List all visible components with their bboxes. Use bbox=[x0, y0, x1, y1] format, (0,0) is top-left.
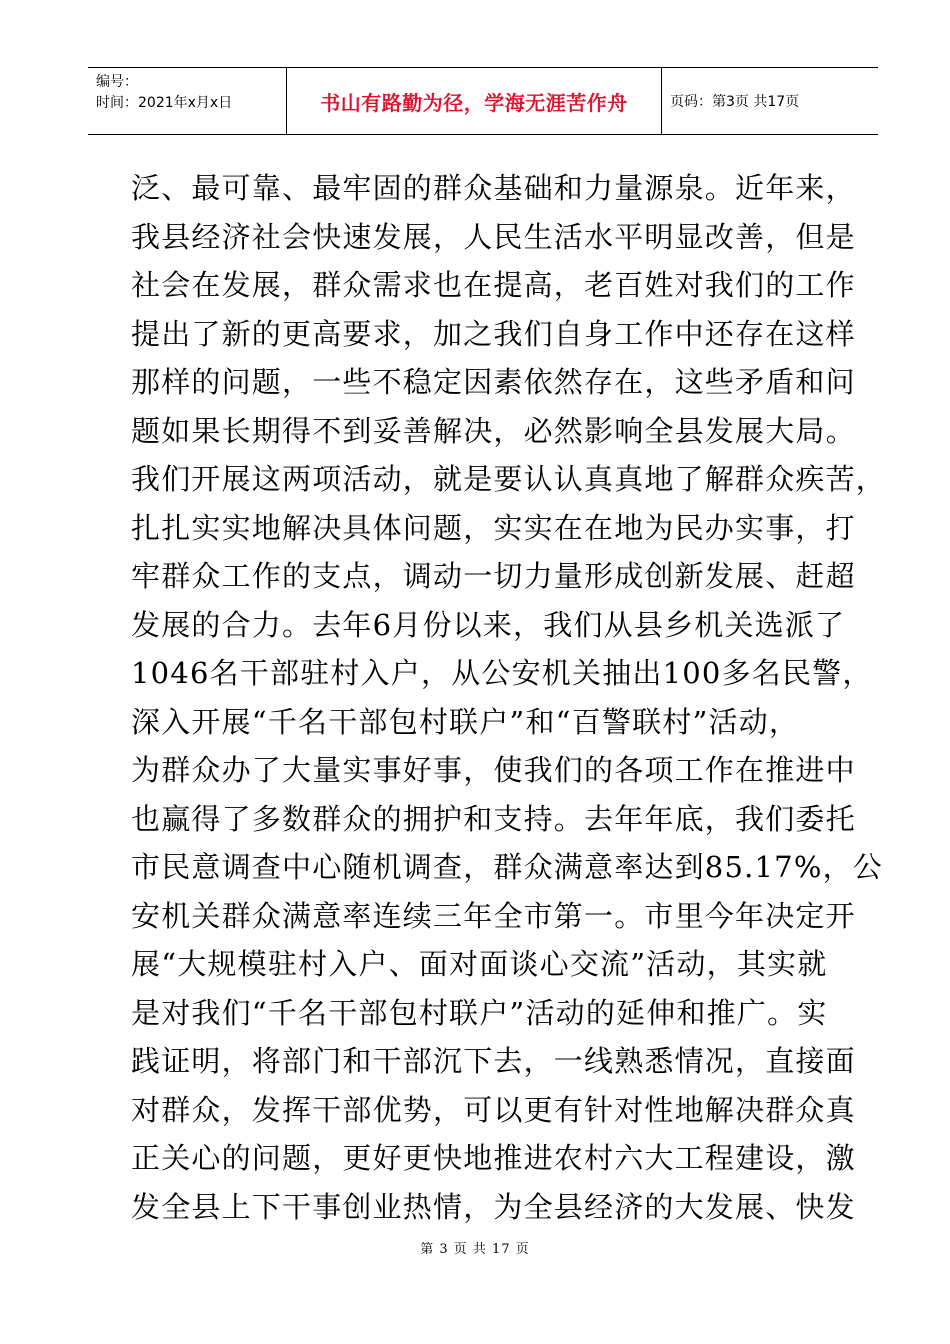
page-footer: 第 3 页 共 17 页 bbox=[420, 1242, 530, 1257]
header-page-info: 页码：第3页 共17页 bbox=[670, 94, 800, 110]
text-line: 也赢得了多数群众的拥护和支持。去年年底，我们委托 bbox=[131, 801, 856, 836]
text-line: 1046名干部驻村入户，从公安机关抽出100多名民警， bbox=[131, 656, 873, 690]
body-text bbox=[131, 164, 887, 1231]
text-line: 社会在发展，群众需求也在提高，老百姓对我们的工作 bbox=[131, 268, 856, 302]
text-line: 那样的问题，一些不稳定因素依然存在，这些矛盾和问 bbox=[131, 365, 856, 399]
text-line: 展“大规模驻村入户、面对面谈心交流”活动，其实就 bbox=[131, 947, 828, 981]
header-divider bbox=[661, 68, 662, 134]
text-line: 我们开展这两项活动，就是要认认真真地了解群众疾苦， bbox=[131, 462, 887, 496]
text-line: 扎扎实实地解决具体问题，实实在在地为民办实事，打 bbox=[131, 510, 856, 545]
text-line: 发全县上下干事创业热情，为全县经济的大发展、快发 bbox=[131, 1189, 856, 1224]
text-line: 是对我们“千名干部包村联户”活动的延伸和推广。实 bbox=[131, 995, 828, 1030]
text-line: 践证明，将部门和干部沉下去，一线熟悉情况，直接面 bbox=[131, 1044, 856, 1078]
text-line: 市民意调查中心随机调查，群众满意率达到85.17%，公 bbox=[131, 850, 883, 884]
text-line: 深入开展“千名干部包村联户”和“百警联村”活动， bbox=[131, 704, 800, 739]
text-line: 泛、最可靠、最牢固的群众基础和力量源泉。近年来， bbox=[131, 171, 856, 205]
text-line: 对群众，发挥干部优势，可以更有针对性地解决群众真 bbox=[131, 1092, 856, 1127]
text-line: 正关心的问题，更好更快地推进农村六大工程建设，激 bbox=[131, 1141, 856, 1175]
text-line: 发展的合力。去年6月份以来，我们从县乡机关选派了 bbox=[131, 607, 846, 642]
text-line: 提出了新的更高要求，加之我们自身工作中还存在这样 bbox=[131, 316, 856, 351]
text-line: 为群众办了大量实事好事，使我们的各项工作在推进中 bbox=[131, 753, 856, 787]
text-line: 安机关群众满意率连续三年全市第一。市里今年决定开 bbox=[131, 898, 856, 933]
text-line: 题如果长期得不到妥善解决，必然影响全县发展大局。 bbox=[131, 413, 856, 448]
date-label: 时间：2021年x月x日 bbox=[96, 95, 233, 111]
text-line: 牢群众工作的支点，调动一切力量形成创新发展、赶超 bbox=[131, 559, 856, 593]
serial-number-label: 编号： bbox=[96, 74, 138, 90]
header-motto: 书山有路勤为径，学海无涯苦作舟 bbox=[320, 90, 628, 115]
text-line: 我县经济社会快速发展，人民生活水平明显改善，但是 bbox=[131, 219, 856, 254]
document-header bbox=[88, 67, 878, 135]
header-meta bbox=[96, 72, 232, 114]
